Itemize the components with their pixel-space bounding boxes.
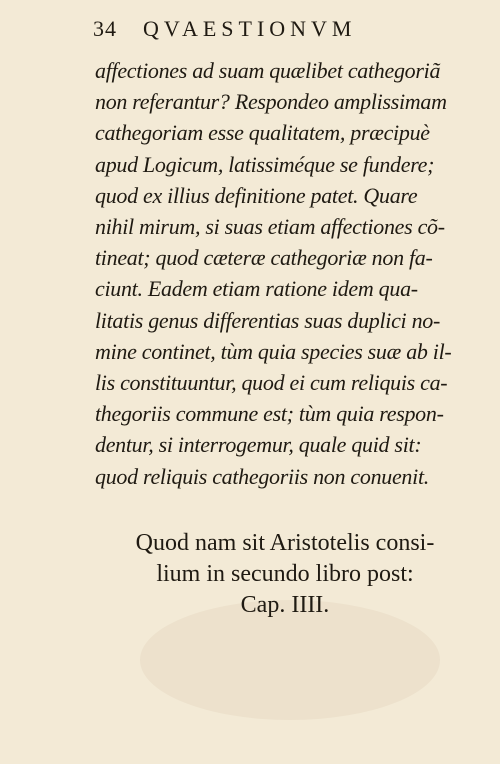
text-line: nihil mirum, si suas etiam affectiones cõ- xyxy=(95,214,445,240)
text-line: quod reliquis cathegoriis non conuenit. xyxy=(95,463,429,489)
heading-line: Cap. IIII. xyxy=(240,592,330,618)
text-line: non referantur? Respondeo amplissimam xyxy=(95,89,447,115)
page-header xyxy=(93,16,357,50)
heading-line: lium in secundo libro post: xyxy=(156,561,414,587)
text-line: litatis genus differentias suas duplici no- xyxy=(95,307,440,333)
running-head: QVAESTIONVM xyxy=(143,16,357,41)
text-line: dentur, si interrogemur, quale quid sit: xyxy=(95,432,422,458)
text-line: thegoriis commune est; tùm quia respon- xyxy=(95,401,444,427)
chapter-heading xyxy=(100,528,470,621)
body-paragraph xyxy=(95,55,465,492)
text-line: lis constituuntur, quod ei cum reliquis ca- xyxy=(95,370,448,396)
text-line: mine continet, tùm quia species suæ ab il- xyxy=(95,338,452,364)
text-line: cathegoriam esse qualitatem, præcipuè xyxy=(95,120,430,146)
text-line: tineat; quod cæteræ cathegoriæ non fa- xyxy=(95,245,433,271)
text-line: ciunt. Eadem etiam ratione idem qua- xyxy=(95,276,418,302)
page-number: 34 xyxy=(93,16,117,41)
text-line: apud Logicum, latissiméque se fundere; xyxy=(95,151,435,177)
text-line: quod ex illius definitione patet. Quare xyxy=(95,182,418,208)
text-line: affectiones ad suam quælibet cathegoriã xyxy=(95,58,441,83)
heading-line: Quod nam sit Aristotelis consi- xyxy=(135,530,435,556)
